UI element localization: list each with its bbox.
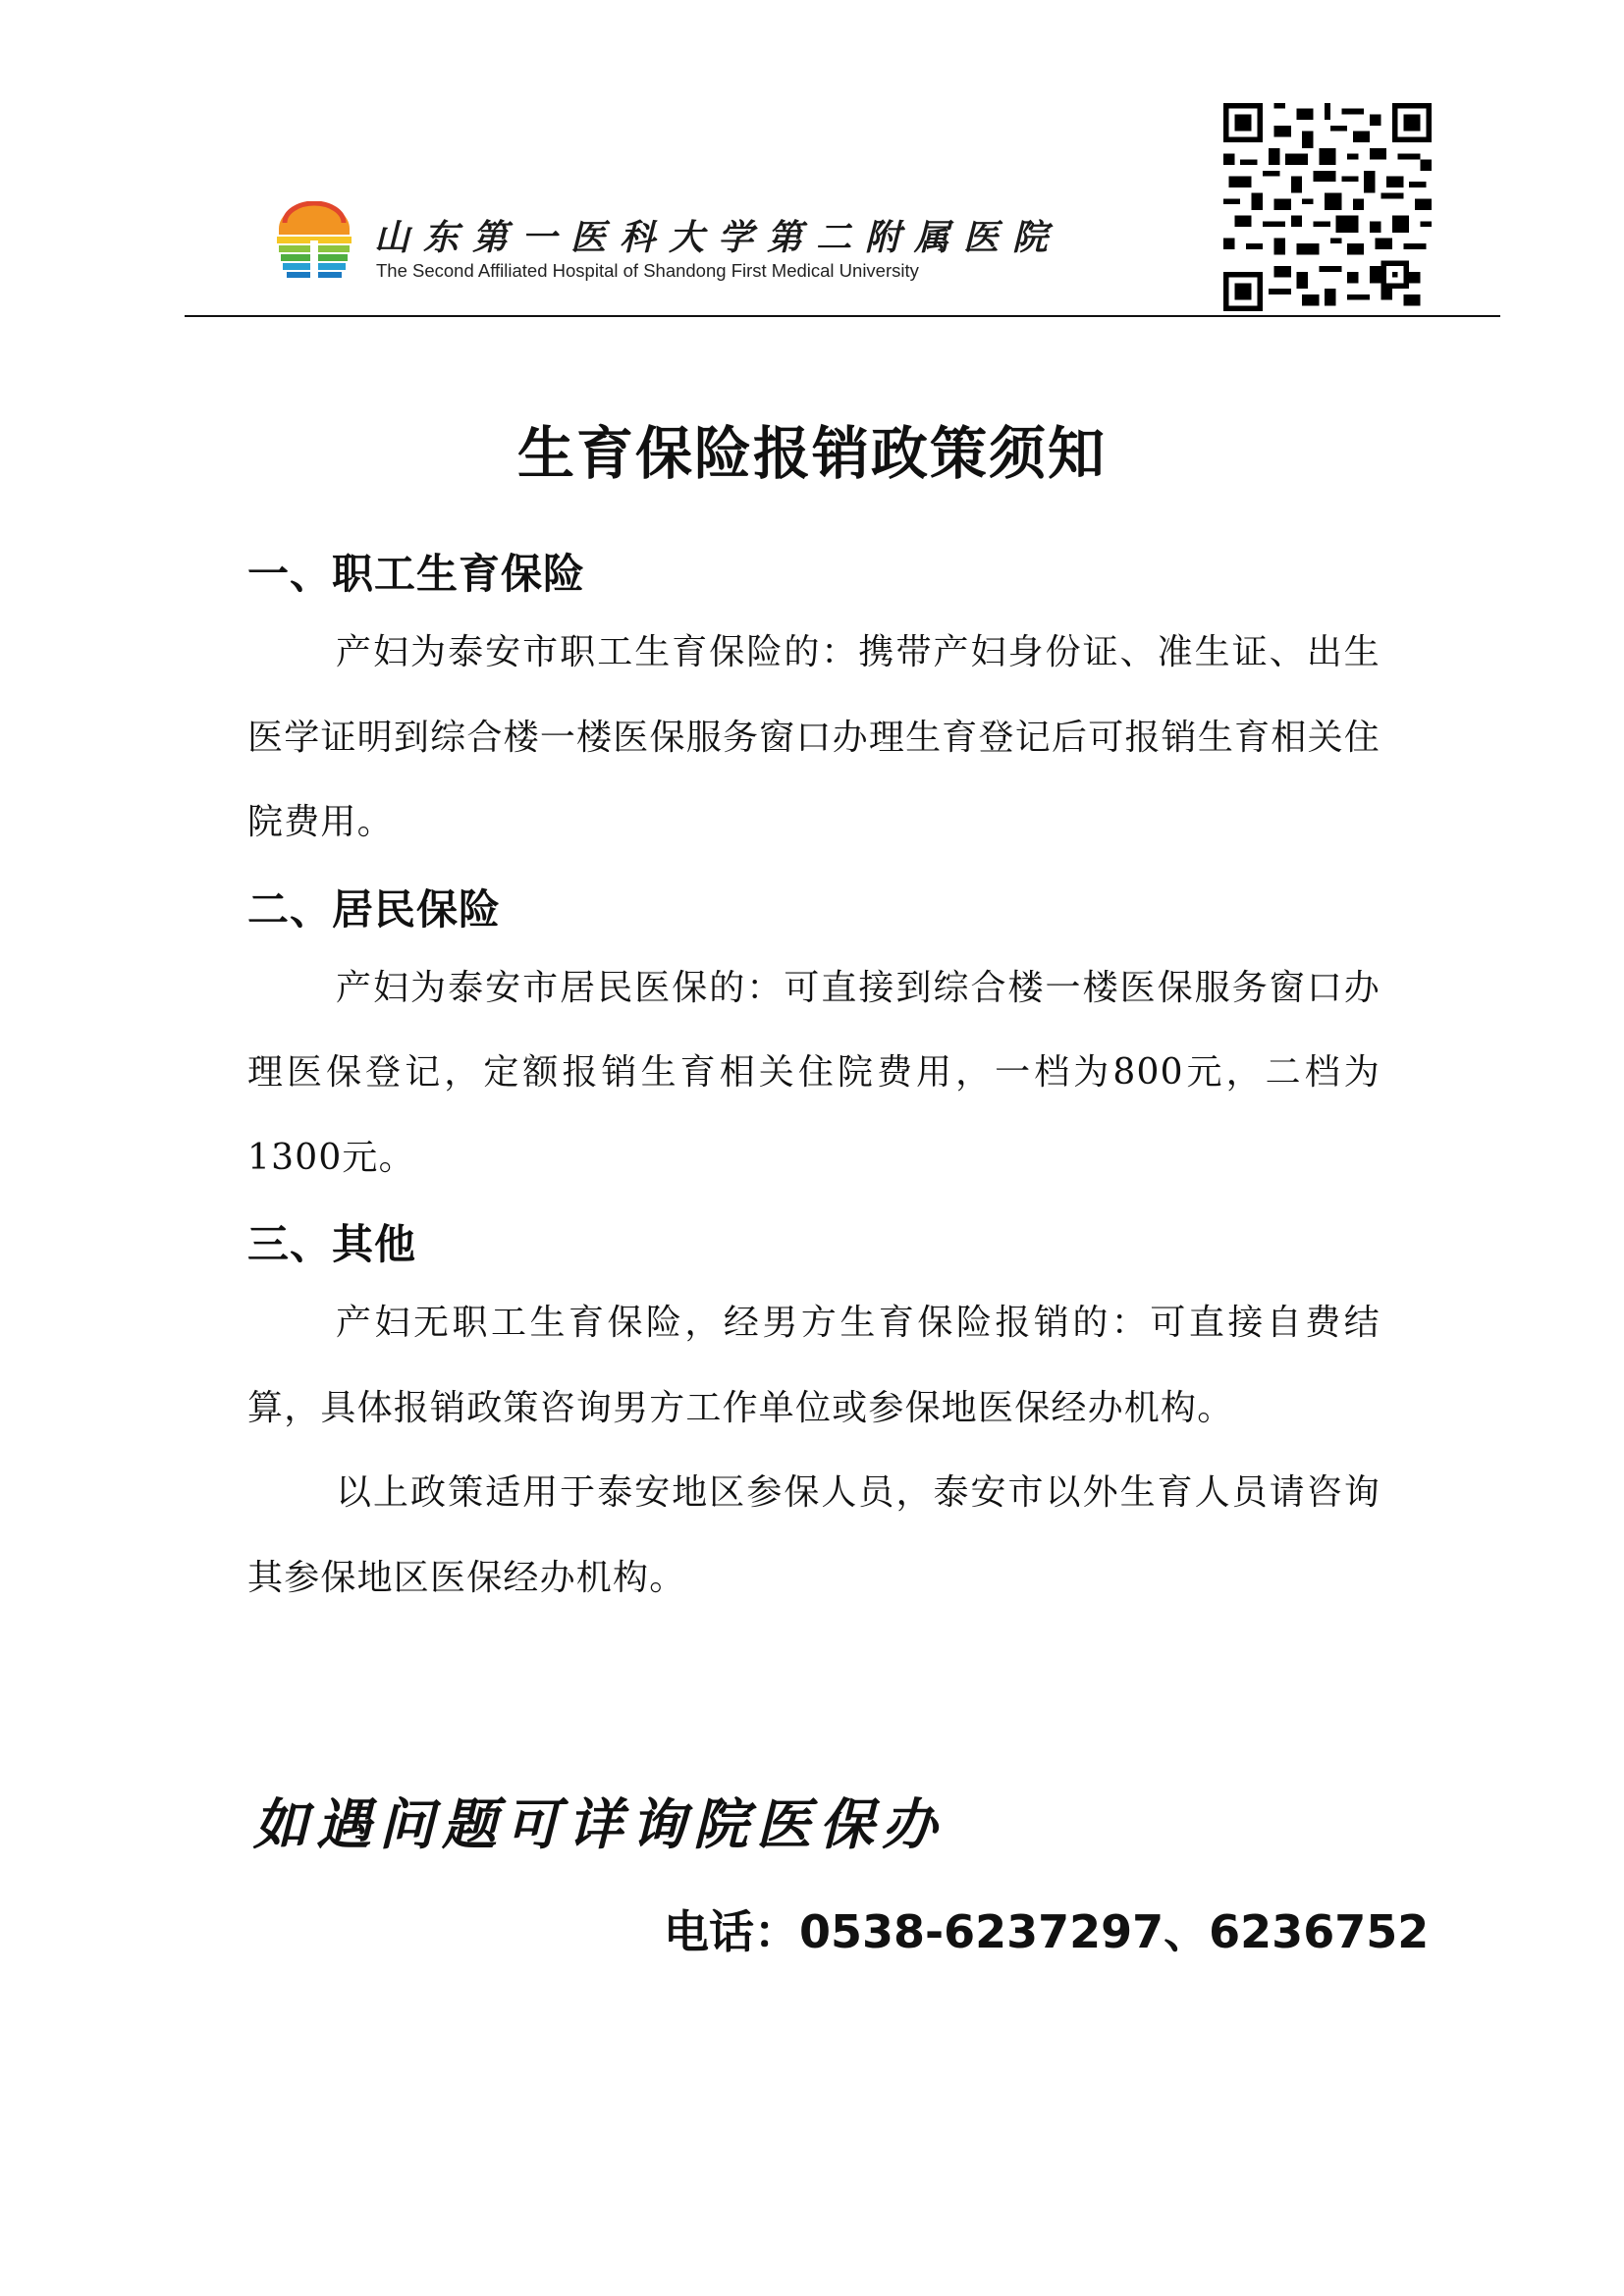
- phone-label: 电话：: [664, 1905, 799, 1958]
- hospital-name-cn: 山东第一医科大学第二附属医院: [374, 217, 1062, 258]
- section-heading: 二、居民保险: [247, 884, 502, 934]
- hospital-logo-icon: [273, 201, 355, 282]
- section-heading: 三、其他: [247, 1220, 417, 1268]
- hospital-name-en: The Second Affiliated Hospital of Shandong First Medical University: [376, 260, 919, 281]
- section-paragraph: 产妇为泰安市职工生育保险的：携带产妇身份证、准生证、出生医学证明到综合楼一楼医保服务窗口办理生育登记后可报销生育相关住院费用。: [247, 632, 1380, 842]
- header-divider: [185, 315, 1500, 317]
- phone-line: [664, 1896, 1429, 1961]
- document-title: 生育保险报销政策须知: [516, 420, 1107, 487]
- section-heading: 一、职工生育保险: [247, 550, 586, 598]
- qr-code-icon[interactable]: [1223, 103, 1432, 311]
- section-paragraph: 产妇无职工生育保险，经男方生育保险报销的：可直接自费结算，具体报销政策咨询男方工作单位或参保地医保经办机构。: [247, 1303, 1380, 1428]
- document-body: [247, 530, 1380, 1621]
- section-paragraph: 产妇为泰安市居民医保的：可直接到综合楼一楼医保服务窗口办理医保登记，定额报销生育相关住院费用，一档为800元，二档为1300元。: [247, 967, 1380, 1178]
- phone-numbers[interactable]: 0538-6237297、6236752: [799, 1905, 1430, 1958]
- document-header: [185, 103, 1500, 317]
- section-paragraph: 以上政策适用于泰安地区参保人员，泰安市以外生育人员请咨询其参保地区医保经办机构。: [247, 1472, 1380, 1598]
- contact-note: 如遇问题可详询院医保办: [253, 1792, 945, 1857]
